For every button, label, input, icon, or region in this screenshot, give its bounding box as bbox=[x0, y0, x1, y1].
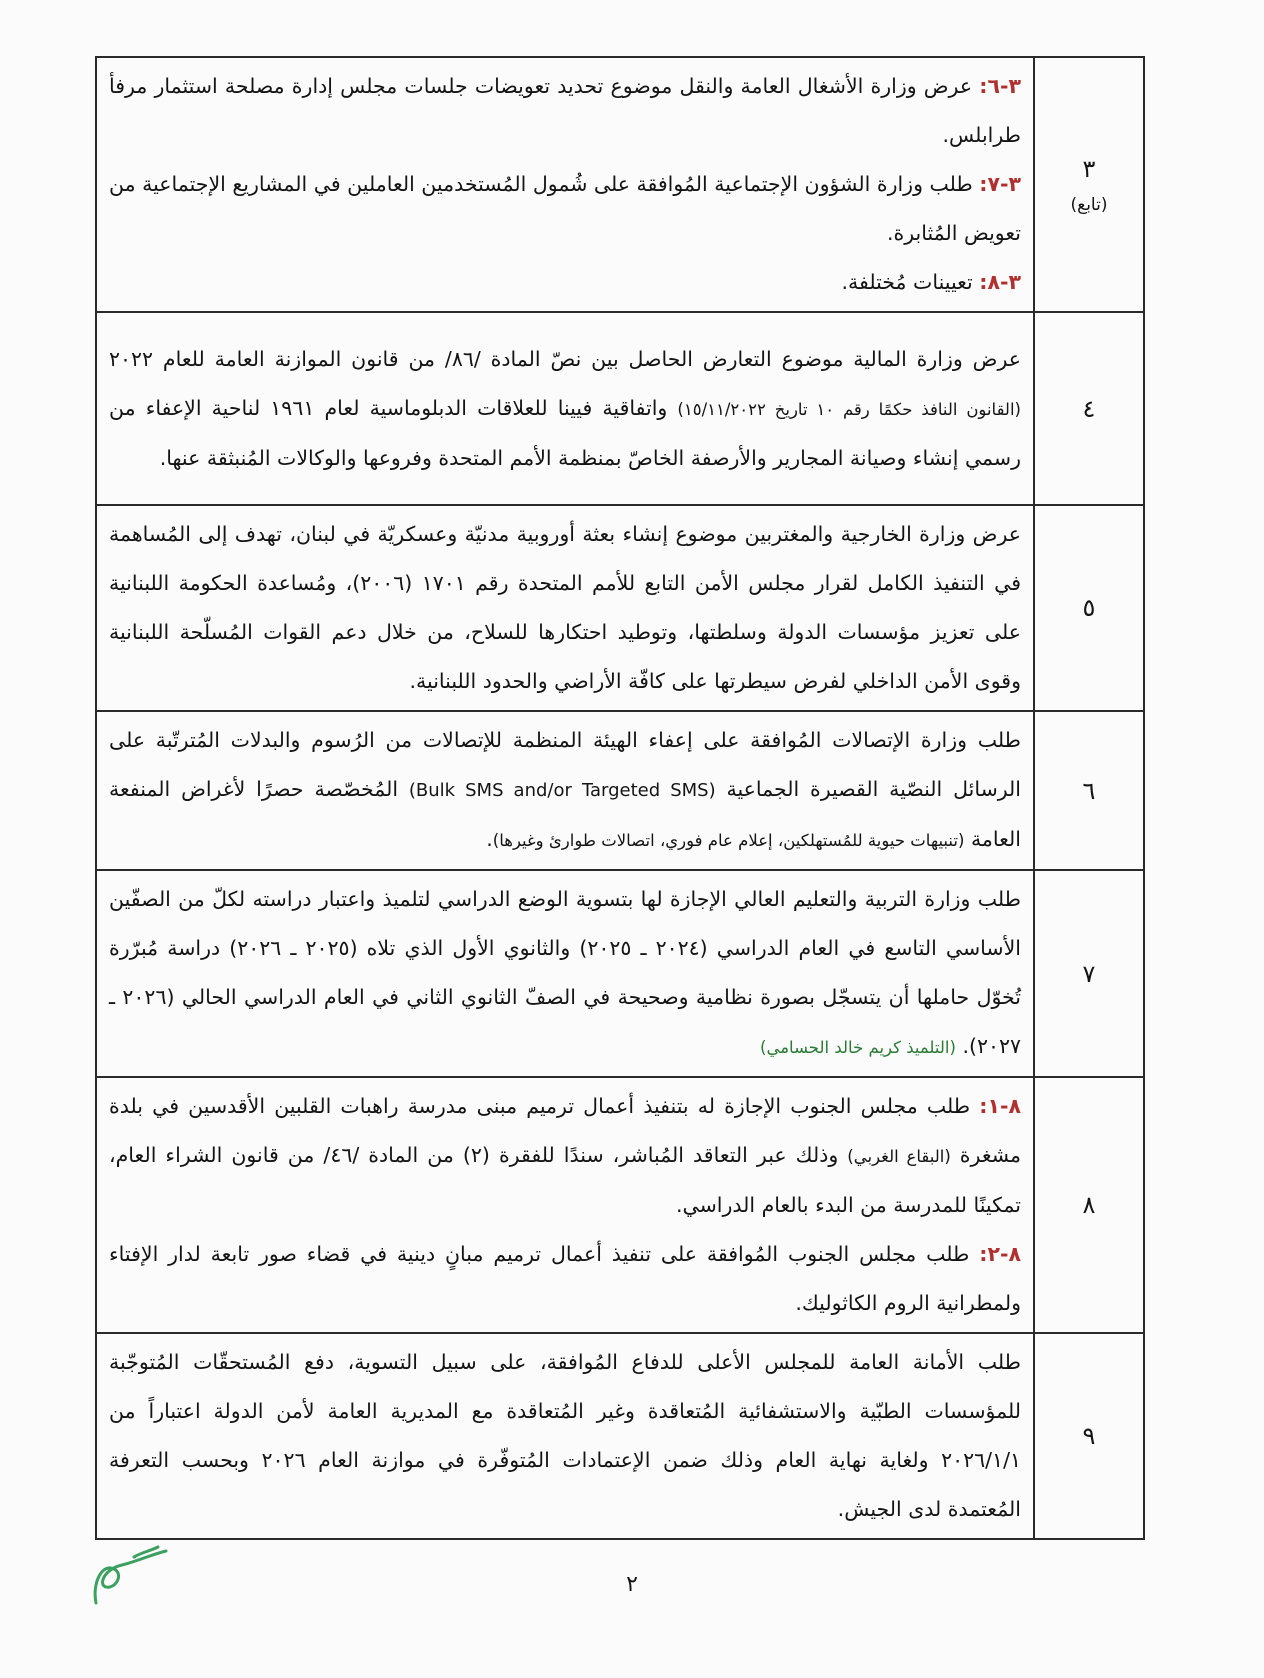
row-text: عرض وزارة الخارجية والمغتربين موضوع إنشاء بعثة أوروبية مدنيّة وعسكريّة في لبنان، تهدف إلى المُساهمة في التنفيذ الكامل لقرار مجلس الأمن التابع للأمم المتحدة رقم ١٧٠١ (٢٠٠٦)، ومُساعدة الحكومة اللبنانية على تعزيز مؤسسات الدولة وسلطتها، وتوطيد احتكارها للسلاح، من خلال دعم القوات المُسلّحة اللبنانية وقوى الأمن الداخلي لفرض سيطرتها على كافّة الأراضي والحدود اللبنانية. bbox=[109, 522, 1021, 693]
row-number-cell bbox=[1034, 711, 1144, 870]
row-text: طلب الأمانة العامة للمجلس الأعلى للدفاع المُوافقة، على سبيل التسوية، دفع المُستحقّات المُتوجّبة للمؤسسات الطبّية والاستشفائية المُتعاقدة وغير المُتعاقدة مع المديرية العامة لأمن الدولة اعتباراً من ٢٠٢٦/١/١ ولغاية نهاية العام وذلك ضمن الإعتمادات المُتوفّرة في موازنة العام ٢٠٢٦ وبحسب التعرفة المُعتمدة لدى الجيش. bbox=[109, 1350, 1021, 1521]
sub-item-number: ٨-١: bbox=[979, 1094, 1021, 1118]
row-number: ٧ bbox=[1082, 959, 1096, 988]
text-aside: (القانون النافذ حكمًا رقم ١٠ تاريخ ١٥/١١/٢٠٢٢) bbox=[677, 399, 1021, 419]
sub-item-number: ٣-٧: bbox=[979, 172, 1021, 196]
row-text bbox=[109, 875, 1021, 1072]
sub-item-number: ٣-٦: bbox=[979, 74, 1021, 98]
text-part: طلب وزارة التربية والتعليم العالي الإجازة لها بتسوية الوضع الدراسي لتلميذ واعتبار دراسته لكلّ من الصفّين الأساسي التاسع في العام الدراسي (٢٠٢٤ ـ ٢٠٢٥) والثانوي الأول الذي تلاه (٢٠٢٥ ـ ٢٠٢٦) دراسة مُبرّرة تُخوّل حاملها أن يتسجّل بصورة نظامية وصحيحة في الصفّ الثانوي الثاني في العام الدراسي الحالي (٢٠٢٦ ـ ٢٠٢٧). bbox=[109, 887, 1021, 1058]
row-content bbox=[96, 870, 1034, 1077]
text-part: عرض وزارة المالية موضوع التعارض الحاصل بين نصّ المادة /٨٦/ من قانون الموازنة العامة للعام ٢٠٢٢ bbox=[109, 346, 1021, 371]
row-content bbox=[96, 1077, 1034, 1333]
sub-item bbox=[109, 258, 1021, 307]
sub-item-number: ٨-٢: bbox=[979, 1242, 1021, 1266]
row-number: ٩ bbox=[1082, 1422, 1096, 1450]
agenda-row bbox=[96, 505, 1144, 711]
row-number-note: (تابع) bbox=[1070, 194, 1108, 215]
agenda-row bbox=[96, 1077, 1144, 1333]
text-part: . bbox=[486, 827, 493, 851]
row-content bbox=[96, 57, 1034, 312]
row-text bbox=[109, 335, 1021, 483]
row-number-cell bbox=[1034, 1333, 1144, 1539]
page-number: ٢ bbox=[626, 1572, 638, 1597]
text-part: واتفاقية فيينا للعلاقات الدبلوماسية لعام ١٩٦١ لناحية الإعفاء من رسمي إنشاء وصيانة المجارير والأرصفة الخاصّ بمنظمة الأمم المتحدة وفروعها والوكالات المُنبثقة عنها. bbox=[109, 395, 1021, 470]
row-number: ٨ bbox=[1082, 1191, 1096, 1219]
row-number: ٣ bbox=[1082, 154, 1096, 183]
row-number-cell bbox=[1034, 57, 1144, 312]
row-content bbox=[96, 505, 1034, 711]
agenda-row bbox=[96, 1333, 1144, 1539]
row-number-cell bbox=[1034, 312, 1144, 505]
row-number: ٦ bbox=[1082, 776, 1096, 805]
text-part: المُخصّصة حصرًا لأغراض المنفعة العامة bbox=[109, 777, 1021, 851]
row-number-cell bbox=[1034, 870, 1144, 1077]
row-text bbox=[109, 716, 1021, 865]
text-part: وذلك عبر التعاقد المُباشر، سندًا للفقرة (٢) من المادة /٤٦/ من قانون الشراء العام، تمكينًا للمدرسة من البدء بالعام الدراسي. bbox=[109, 1143, 1021, 1217]
agenda-table bbox=[95, 56, 1145, 1540]
sub-item bbox=[109, 62, 1021, 160]
sub-item-text: عرض وزارة الأشغال العامة والنقل موضوع تحديد تعويضات جلسات مجلس إدارة مصلحة استثمار مرفأ طرابلس. bbox=[109, 74, 1021, 147]
text-aside: (تنبيهات حيوية للمُستهلكين، إعلام عام فوري، اتصالات طوارئ وغيرها) bbox=[492, 831, 965, 850]
sub-item-text: تعيينات مُختلفة. bbox=[841, 270, 980, 294]
agenda-row bbox=[96, 57, 1144, 312]
row-number: ٥ bbox=[1082, 594, 1096, 622]
text-part: طلب مجلس الجنوب المُوافقة على تنفيذ أعمال ترميم مبانٍ دينية في قضاء صور تابعة لدار الإفتاء ولمطرانية الروم الكاثوليك. bbox=[109, 1242, 1021, 1315]
agenda-row bbox=[96, 870, 1144, 1077]
sub-item bbox=[109, 160, 1021, 258]
row-number: ٤ bbox=[1082, 394, 1096, 423]
agenda-row bbox=[96, 711, 1144, 870]
row-number-cell bbox=[1034, 505, 1144, 711]
agenda-row bbox=[96, 312, 1144, 505]
sub-item bbox=[109, 1082, 1021, 1230]
row-content bbox=[96, 312, 1034, 505]
student-name-note: (التلميذ كريم خالد الحسامي) bbox=[760, 1038, 956, 1057]
text-part: طلب مجلس الجنوب الإجازة له بتنفيذ أعمال ترميم مبنى مدرسة راهبات القلبين الأقدسين في بلدة مشغرة bbox=[109, 1094, 1022, 1167]
text-part: طلب وزارة الإتصالات المُوافقة على إعفاء الهيئة المنظمة للإتصالات من الرُسوم والبدلات المُترتّبة على الرسائل النصّية القصيرة الجماعية bbox=[109, 728, 1022, 801]
row-content bbox=[96, 1333, 1034, 1539]
sub-item-number: ٣-٨: bbox=[979, 270, 1021, 294]
row-number-cell bbox=[1034, 1077, 1144, 1333]
row-content bbox=[96, 711, 1034, 870]
text-aside: (البقاع الغربي) bbox=[847, 1147, 951, 1166]
sub-item bbox=[109, 1230, 1021, 1328]
latin-text: (Bulk SMS and/or Targeted SMS) bbox=[408, 780, 716, 801]
sub-item-text: طلب وزارة الشؤون الإجتماعية المُوافقة على شُمول المُستخدمين العاملين في المشاريع الإجتماعية من تعويض المُثابرة. bbox=[109, 172, 1021, 245]
